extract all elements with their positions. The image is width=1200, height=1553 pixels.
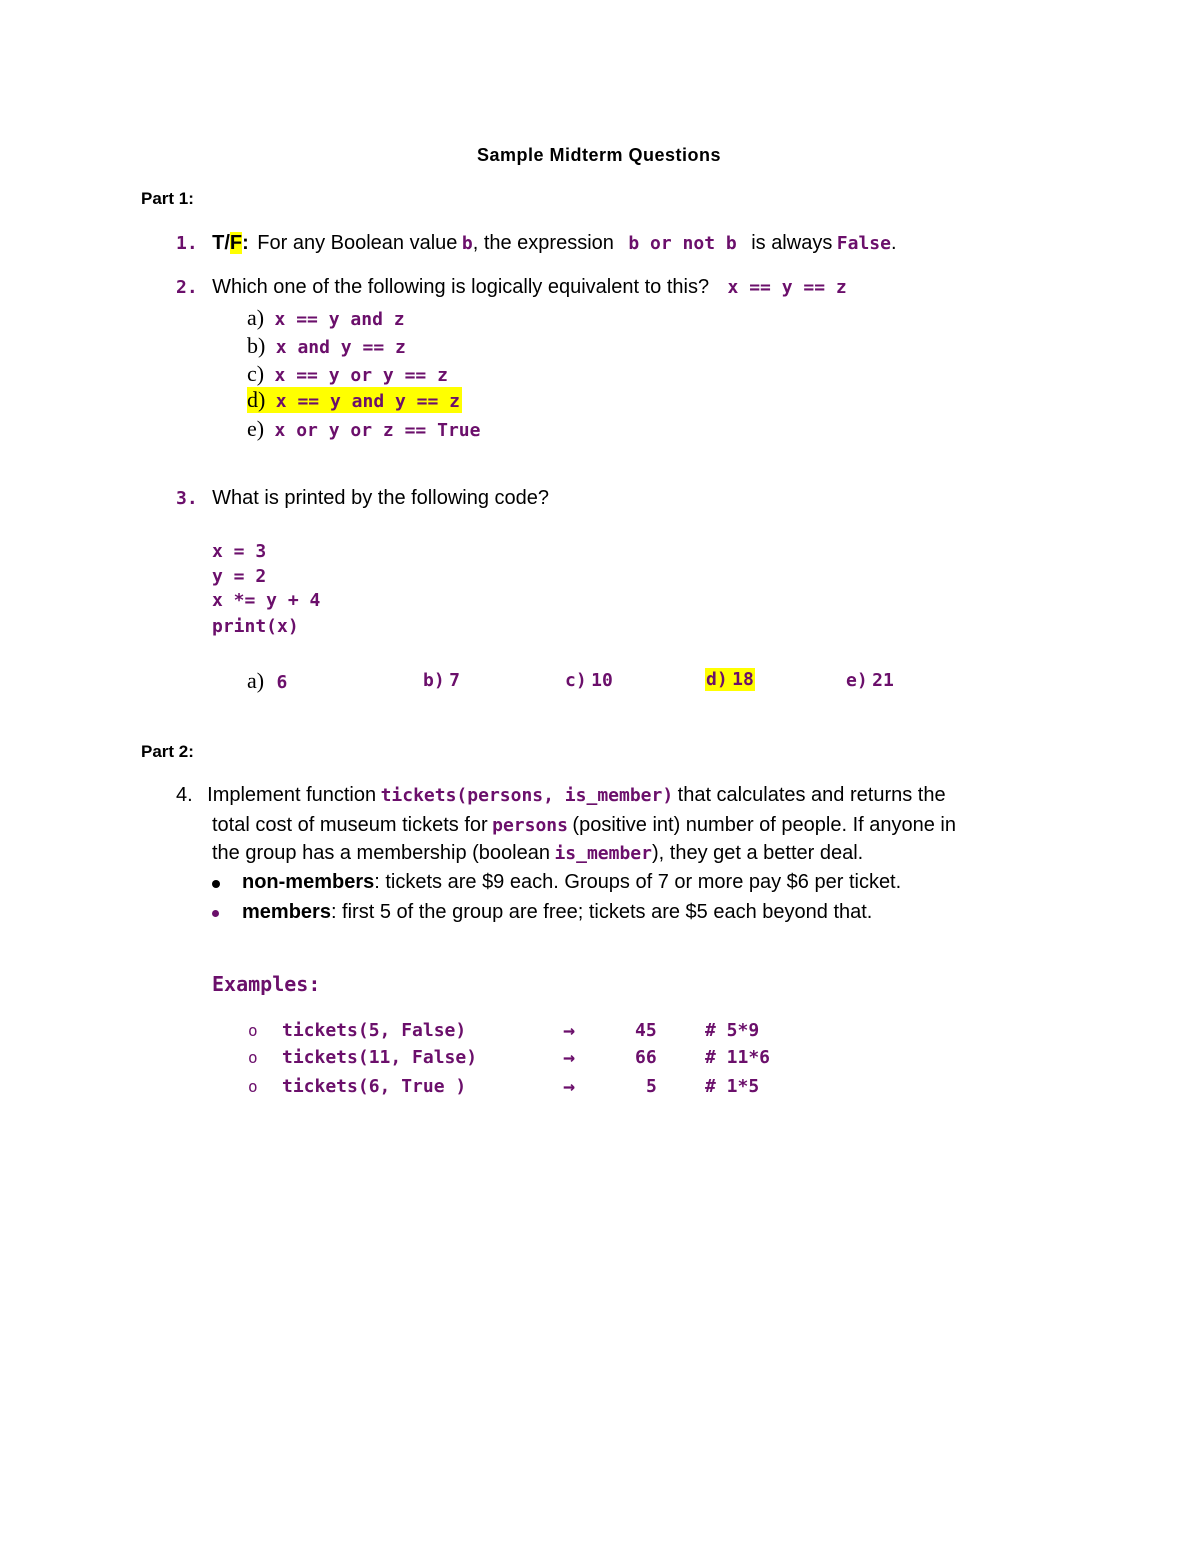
q3-option-label: c) [565, 670, 587, 691]
q3-option-e[interactable] [846, 670, 894, 691]
q2-option-label: d) [247, 387, 266, 412]
q3-option-value: 10 [591, 670, 613, 691]
example-call: tickets(6, True ) [282, 1076, 467, 1097]
q1-text-c: is always [751, 232, 833, 254]
q3-option-value: 21 [872, 670, 894, 691]
q3-code-line: y = 2 [212, 566, 267, 587]
example-row [248, 1021, 258, 1041]
q4-bullet1-text: : tickets are $9 each. Groups of 7 or more pay $6 per ticket. [374, 871, 902, 893]
example-bullet-icon: o [248, 1021, 258, 1040]
q4-examples-label: Examples: [212, 972, 321, 996]
bullet-dot-icon [212, 910, 219, 917]
question-2 [176, 276, 847, 299]
q2-option-label: e) [247, 416, 265, 441]
part1-label: Part 1: [141, 189, 194, 208]
q3-option-label: d) [706, 669, 728, 690]
q2-option-a[interactable] [247, 305, 405, 331]
example-arrow-icon: → [563, 1018, 576, 1042]
q2-number: 2. [176, 277, 198, 298]
q4-signature: tickets(persons, is_member) [380, 785, 674, 806]
q3-option-label: b) [423, 670, 445, 691]
q3-code-line: print(x) [212, 616, 299, 637]
example-row [248, 1077, 258, 1097]
question-4-line-2 [212, 814, 956, 837]
q2-option-code: x and y == z [275, 337, 406, 358]
q1-text-b: , the expression [472, 232, 614, 254]
q3-number: 3. [176, 488, 198, 509]
q2-option-label: a) [247, 305, 265, 330]
q4-line2-text-a: total cost of museum tickets for [212, 814, 488, 836]
example-comment: # 5*9 [705, 1020, 760, 1041]
example-result: 5 [646, 1076, 657, 1097]
q1-tf: T/ [212, 232, 230, 254]
q3-option-value: 6 [276, 672, 288, 693]
q4-bullet2-bold: members [242, 901, 331, 923]
q2-option-code: x == y and z [274, 309, 405, 330]
question-3 [176, 487, 549, 510]
q4-line1-text-a: Implement function [207, 784, 377, 806]
example-row [248, 1048, 258, 1068]
q2-option-c[interactable] [247, 361, 448, 387]
example-bullet-icon: o [248, 1077, 258, 1096]
part2-label: Part 2: [141, 742, 194, 761]
q2-option-label: c) [247, 361, 265, 386]
q2-option-e[interactable] [247, 416, 480, 442]
q2-expr: x == y == z [727, 277, 847, 298]
q3-option-d-highlighted[interactable] [705, 668, 755, 691]
q2-option-d-highlighted[interactable] [247, 387, 462, 413]
q3-option-value: 18 [732, 669, 754, 690]
example-call: tickets(11, False) [282, 1047, 478, 1068]
q4-line3-text-b: ), they get a better deal. [652, 842, 864, 864]
q4-persons-param: persons [492, 815, 568, 836]
q4-bullet1-bold: non-members [242, 871, 375, 893]
question-4-line-3 [212, 842, 863, 865]
example-arrow-icon: → [563, 1074, 576, 1098]
q2-option-code: x or y or z == True [274, 420, 481, 441]
q3-text: What is printed by the following code? [212, 487, 549, 509]
question-4-line-1 [176, 784, 946, 807]
q3-option-label: e) [846, 670, 868, 691]
example-bullet-icon: o [248, 1048, 258, 1067]
q4-number: 4. [176, 784, 193, 806]
q2-option-b[interactable] [247, 333, 406, 359]
q1-false-keyword: False [836, 233, 891, 254]
q3-code-line: x = 3 [212, 541, 267, 562]
q4-line1-text-b: that calculates and returns the [677, 784, 946, 806]
q4-line3-text-a: the group has a membership (boolean [212, 842, 550, 864]
q3-option-c[interactable] [565, 670, 613, 691]
example-arrow-icon: → [563, 1045, 576, 1069]
example-comment: # 1*5 [705, 1076, 760, 1097]
example-result: 45 [635, 1020, 657, 1041]
example-call: tickets(5, False) [282, 1020, 467, 1041]
q4-bullet2-text: : first 5 of the group are free; tickets are $5 each beyond that. [330, 901, 873, 923]
q1-var-b: b [461, 233, 473, 254]
q1-colon: : [242, 232, 249, 254]
q2-option-code: x == y or y == z [274, 365, 448, 386]
q1-period: . [890, 232, 897, 254]
page-title: Sample Midterm Questions [477, 145, 722, 165]
q1-tf-answer: F [229, 232, 243, 254]
q2-text: Which one of the following is logically equivalent to this? [212, 276, 710, 298]
q4-bullet-members [212, 901, 872, 924]
q3-option-label: a) [247, 668, 265, 693]
q3-option-value: 7 [449, 670, 460, 691]
q3-code-line: x *= y + 4 [212, 590, 321, 611]
q4-is-member-param: is_member [554, 843, 652, 864]
q1-number: 1. [176, 233, 198, 254]
q4-bullet-non-members [212, 871, 901, 894]
q4-line2-text-b: (positive int) number of people. If anyone in [572, 814, 956, 836]
example-comment: # 11*6 [705, 1047, 771, 1068]
example-result: 66 [635, 1047, 657, 1068]
bullet-dot-icon [212, 880, 220, 888]
question-1 [176, 232, 897, 255]
q2-option-label: b) [247, 333, 266, 358]
q3-option-b[interactable] [423, 670, 460, 691]
q1-expr: b or not b [628, 233, 737, 254]
q3-option-a[interactable] [247, 668, 287, 694]
q1-text-a: For any Boolean value [257, 232, 458, 254]
q2-option-code: x == y and y == z [275, 391, 461, 412]
